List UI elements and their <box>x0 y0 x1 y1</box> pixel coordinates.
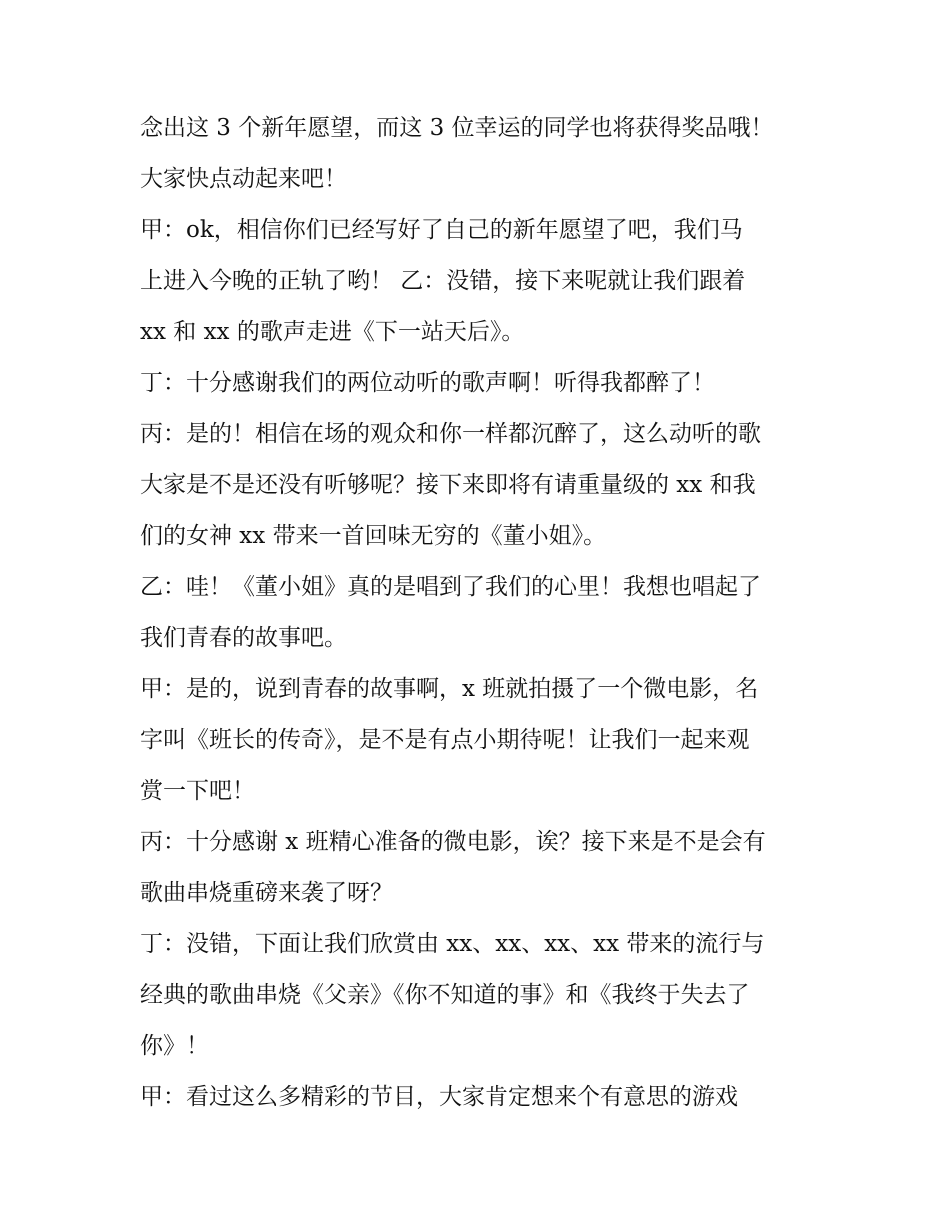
text-line: 丙：十分感谢 x 班精心准备的微电影，诶？接下来是不是会有 <box>140 829 766 855</box>
text-line: 乙：哇！《董小姐》真的是唱到了我们的心里！我想也唱起了 <box>140 574 761 600</box>
text-line: 上进入今晚的正轨了哟！ 乙：没错，接下来呢就让我们跟着 <box>140 268 746 294</box>
text-line: 字叫《班长的传奇》，是不是有点小期待呢！让我们一起来观 <box>140 727 750 753</box>
text-line: xx 和 xx 的歌声走进《下一站天后》。 <box>140 319 525 345</box>
text-line: 赏一下吧！ <box>140 778 255 804</box>
text-line: 甲：ok，相信你们已经写好了自己的新年愿望了吧，我们马 <box>140 217 743 243</box>
text-line: 们的女神 xx 带来一首回味无穷的《董小姐》。 <box>140 523 607 549</box>
text-line: 大家是不是还没有听够呢？接下来即将有请重量级的 xx 和我 <box>140 472 756 498</box>
text-line: 歌曲串烧重磅来袭了呀？ <box>140 880 393 906</box>
text-line: 丁：没错，下面让我们欣赏由 xx、xx、xx、xx 带来的流行与 <box>140 931 765 957</box>
text-line: 甲：看过这么多精彩的节目，大家肯定想来个有意思的游戏 <box>140 1084 738 1110</box>
text-line: 我们青春的故事吧。 <box>140 625 347 651</box>
text-line: 丁：十分感谢我们的两位动听的歌声啊！听得我都醉了！ <box>140 370 715 396</box>
text-line: 念出这 3 个新年愿望，而这 3 位幸运的同学也将获得奖品哦！ <box>140 115 774 141</box>
text-line: 丙：是的！相信在场的观众和你一样都沉醉了，这么动听的歌 <box>140 421 761 447</box>
text-line: 经典的歌曲串烧《父亲》《你不知道的事》和《我终于失去了 <box>140 982 750 1008</box>
document-body <box>140 103 830 1123</box>
text-line: 大家快点动起来吧！ <box>140 166 347 192</box>
text-line: 你》！ <box>140 1033 209 1059</box>
text-line: 甲：是的，说到青春的故事啊，x 班就拍摄了一个微电影，名 <box>140 676 759 702</box>
